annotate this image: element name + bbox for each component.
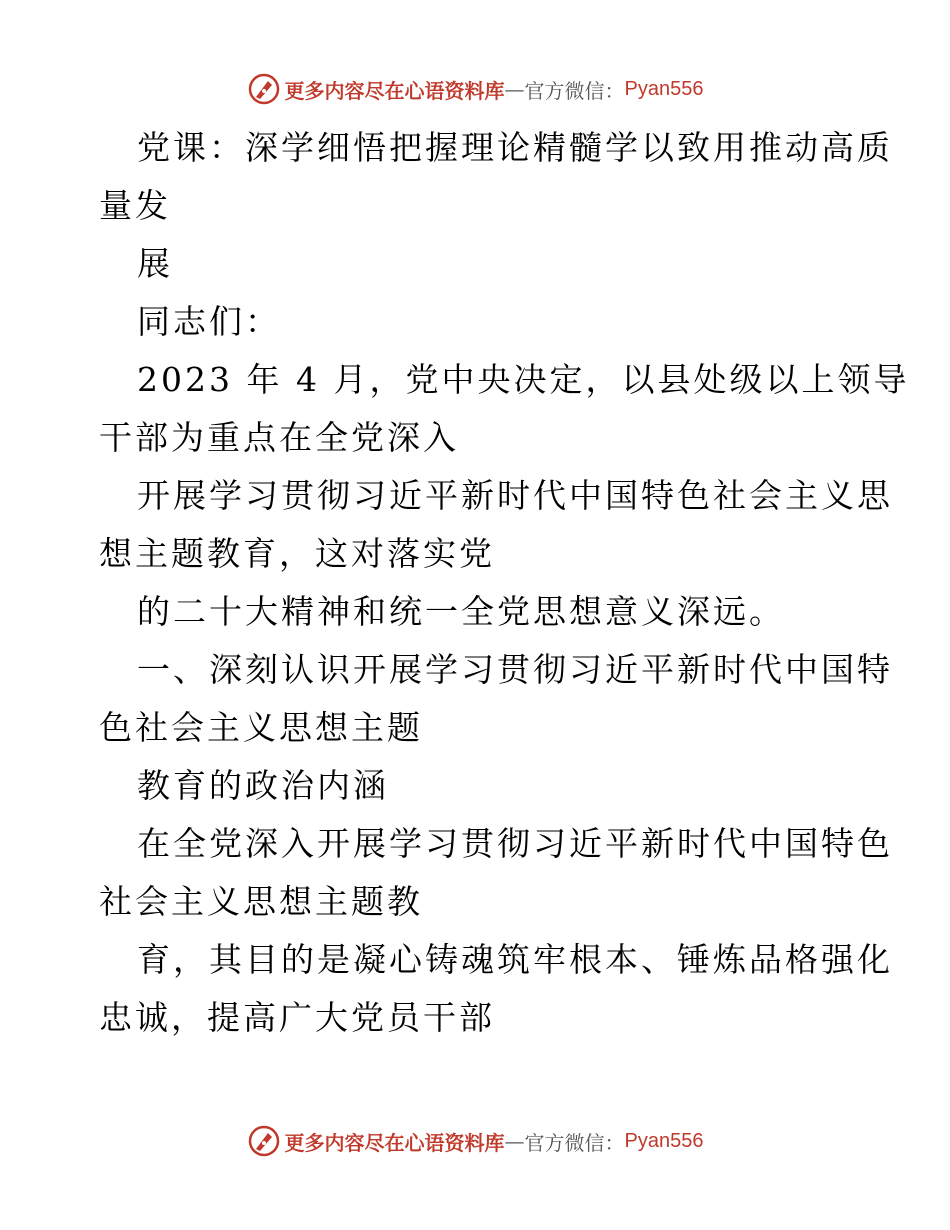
pen-nib-logo-icon	[247, 1124, 281, 1158]
paragraph-4-line-2: 社会主义思想主题教	[99, 882, 423, 921]
pen-nib-logo-icon	[247, 72, 281, 106]
paragraph-5-line-1: 育，其目的是凝心铸魂筑牢根本、锤炼品格强化	[137, 940, 893, 979]
wechat-id: Pyan556	[624, 1129, 704, 1152]
doc-title-line-1: 党课：深学细悟把握理论精髓学以致用推动高质	[137, 128, 893, 167]
section-heading-line-2: 色社会主义思想主题	[99, 708, 423, 747]
paragraph-1-line-1: 2023 年 4 月，党中央决定，以县处级以上领导	[137, 360, 910, 399]
banner-dash: —	[504, 77, 525, 101]
paragraph-2-line-2: 想主题教育，这对落实党	[99, 534, 495, 573]
header-banner	[0, 69, 950, 109]
doc-title-line-2: 量发	[99, 186, 171, 225]
doc-title-line-3: 展	[137, 244, 173, 283]
salutation: 同志们：	[137, 302, 281, 341]
document-body	[99, 119, 910, 1047]
wechat-label: 官方微信：	[524, 1130, 625, 1155]
promo-text: 更多内容尽在心语资料库	[284, 1130, 505, 1155]
paragraph-1-line-2: 干部为重点在全党深入	[99, 418, 459, 457]
footer-banner	[0, 1121, 950, 1161]
paragraph-3-line-1: 的二十大精神和统一全党思想意义深远。	[137, 592, 785, 631]
paragraph-5-line-2: 忠诚，提高广大党员干部	[99, 998, 495, 1037]
paragraph-4-line-1: 在全党深入开展学习贯彻习近平新时代中国特色	[137, 824, 893, 863]
banner-dash: —	[504, 1129, 525, 1153]
paragraph-2-line-1: 开展学习贯彻习近平新时代中国特色社会主义思	[137, 476, 893, 515]
wechat-label: 官方微信：	[524, 78, 625, 103]
section-heading-line-3: 教育的政治内涵	[137, 766, 389, 805]
section-heading-line-1: 一、深刻认识开展学习贯彻习近平新时代中国特	[137, 650, 893, 689]
wechat-id: Pyan556	[624, 77, 704, 100]
promo-text: 更多内容尽在心语资料库	[284, 78, 505, 103]
